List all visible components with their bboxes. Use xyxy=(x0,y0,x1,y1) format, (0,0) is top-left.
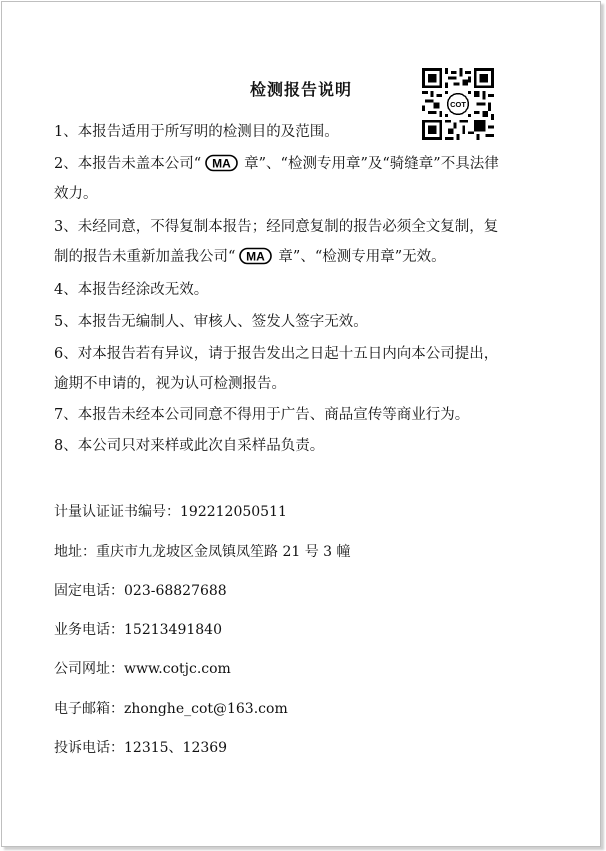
page-title: 检测报告说明 xyxy=(249,80,352,99)
ma-mark-icon xyxy=(239,247,272,265)
cert-number: 计量认证证书编号：192212050511 xyxy=(54,504,287,520)
email: 电子邮箱：zhonghe_cot@163.com xyxy=(54,701,288,717)
note-item-3: 3、未经同意，不得复制本报告；经同意复制的报告必须全文复制，复 xyxy=(54,219,499,235)
note-item-3-cont xyxy=(54,247,554,267)
note-item-6-cont: 逾期不申请的，视为认可检测报告。 xyxy=(54,376,286,392)
note-item-3-part-c: 章”、“检测专用章”无效。 xyxy=(278,249,446,265)
website: 公司网址：www.cotjc.com xyxy=(54,661,231,677)
fixed-phone: 固定电话：023-68827688 xyxy=(54,583,227,599)
note-item-5: 5、本报告无编制人、审核人、签发人签字无效。 xyxy=(54,314,368,330)
note-item-8: 8、本公司只对来样或此次自采样品负责。 xyxy=(54,438,325,454)
ma-mark-label: MA xyxy=(246,249,266,264)
ma-mark-label: MA xyxy=(212,156,231,171)
ma-mark-icon xyxy=(205,154,238,172)
complaint-phone: 投诉电话：12315、12369 xyxy=(54,740,228,756)
note-item-2-part-a: 2、本报告未盖本公司“ xyxy=(54,156,202,172)
note-item-2-part-b: 章”、“检测专用章”及“骑缝章”不具法律 xyxy=(244,156,499,172)
note-item-1: 1、本报告适用于所写明的检测目的及范围。 xyxy=(54,124,339,140)
note-item-2 xyxy=(54,154,554,174)
document-page xyxy=(1,1,601,847)
business-phone: 业务电话：15213491840 xyxy=(54,622,222,638)
qr-logo-label: COT xyxy=(450,99,466,109)
note-item-7: 7、本报告未经本公司同意不得用于广告、商品宣传等商业行为。 xyxy=(54,407,470,423)
note-item-3-part-b: 制的报告未重新加盖我公司“ xyxy=(54,249,236,265)
note-item-2-cont: 效力。 xyxy=(54,186,98,202)
note-item-6: 6、对本报告若有异议，请于报告发出之日起十五日内向本公司提出， xyxy=(54,346,499,362)
note-item-4: 4、本报告经涂改无效。 xyxy=(54,282,209,298)
address: 地址：重庆市九龙坡区金凤镇凤笙路 21 号 3 幢 xyxy=(54,544,351,560)
